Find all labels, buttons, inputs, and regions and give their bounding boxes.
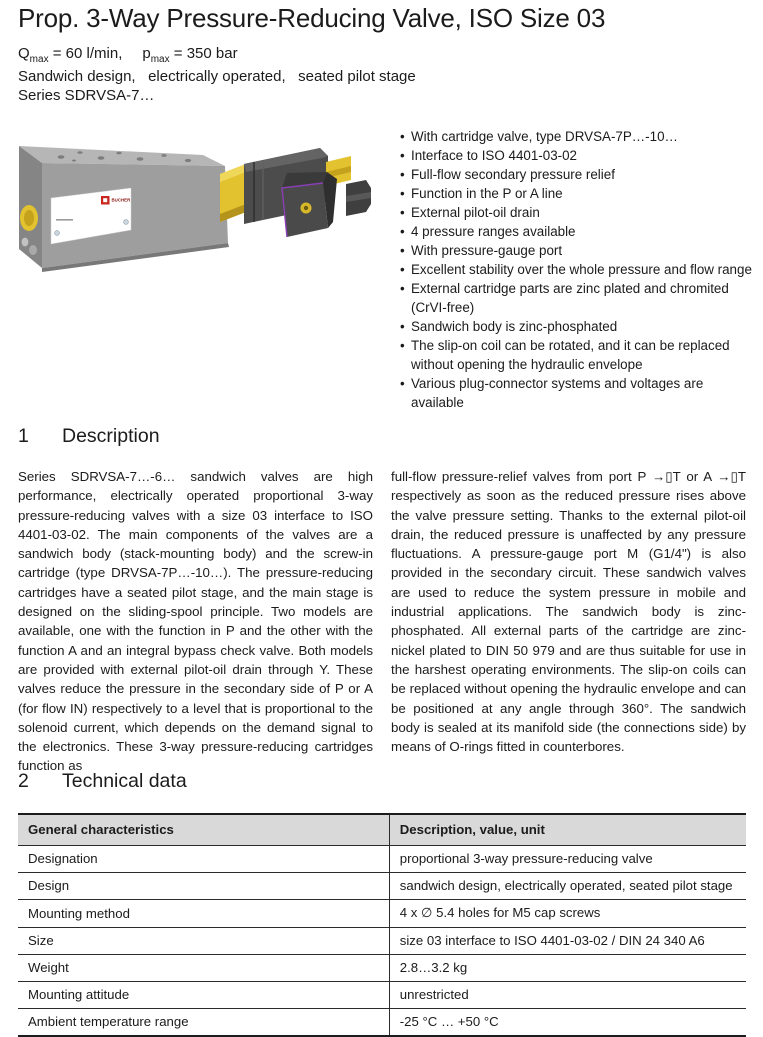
section-title: Description xyxy=(62,425,160,447)
page-title: Prop. 3-Way Pressure-Reducing Valve, ISO Size 03 xyxy=(18,3,606,33)
bucher-logo-text: BUCHER xyxy=(111,197,131,203)
table-row xyxy=(18,1009,746,1037)
feature-item: • Various plug-connector systems and voltages are available xyxy=(400,374,752,412)
section-heading-technical-data xyxy=(18,770,187,793)
table-row xyxy=(18,928,746,955)
qmax-subscript: max xyxy=(29,54,49,65)
table-cell-characteristic: Design xyxy=(18,873,389,900)
table-cell-value: sandwich design, electrically operated, seated pilot stage xyxy=(389,873,746,900)
description-column-right: full-flow pressure-relief valves from port P →▯T or A →▯T respectively as soon as the reduced pressure rises above the valve pressure setting. Thanks to the external pilot-oil drain, the reduced pressure is unaffected by any pressure fluctuations. A pressure-gauge port M (G1/4") is also provided in the secondary circuit. These sandwich valves are used to reduce the system pressure in mobile and industrial applications. The sandwich body is zinc-phosphated. All external parts of the cartridge are zinc-nickel plated to DIN 50 979 and are thus suitable for use in the harshest operating environments. The slip-on coils can be replaced without opening the hydraulic envelope and can be positioned at any angle through 360°. The sandwich body is sealed at its manifold side (the connections side) by means of O-rings fitted in counterbores. xyxy=(391,469,746,755)
table-cell-characteristic: Ambient temperature range xyxy=(18,1009,389,1037)
feature-item: • With pressure-gauge port xyxy=(400,241,752,260)
qmax-value: = 60 l/min, xyxy=(48,45,123,62)
feature-item: • With cartridge valve, type DRVSA-7P…-10… xyxy=(400,127,752,146)
description-column-left: Series SDRVSA-7…-6… sandwich valves are high performance, electrically operated proportional 3-way pressure-reducing valves with a size 03 interface to ISO 4401-03-02. The main components of the valves are a sandwich body (stack-mounting body) and the screw-in cartridge (type DRVSA-7P…-10…). The pressure-reducing cartridges have a seated pilot stage, and the main stage is designed on the sliding-spool principle. Two models are available, one with the function in P and the other with the function A and an integral bypass check valve. Both models are provided with external pilot-oil drain through Y. These valves reduce the pressure in the secondary side of P or A (for flow IN) respectively to a level that is proportional to the solenoid current, which depends on the demand signal to the electronics. These 3-way pressure-reducing cartridges function as xyxy=(18,469,373,774)
feature-item: • Function in the P or A line xyxy=(400,184,752,203)
table-row xyxy=(18,982,746,1009)
feature-item: • Full-flow secondary pressure relief xyxy=(400,165,752,184)
table-cell-value: size 03 interface to ISO 4401-03-02 / DIN 24 340 A6 xyxy=(389,928,746,955)
design-line: Sandwich design, electrically operated, seated pilot stage xyxy=(18,68,416,85)
section-number: 2 xyxy=(18,770,29,792)
product-image xyxy=(6,138,391,306)
label-screw-left xyxy=(55,231,60,236)
connector-screw-center xyxy=(304,206,308,210)
table-cell-value: 4 x ∅ 5.4 holes for M5 cap screws xyxy=(389,900,746,928)
table-cell-value: proportional 3-way pressure-reducing valve xyxy=(389,846,746,873)
table-row xyxy=(18,873,746,900)
feature-item: • 4 pressure ranges available xyxy=(400,222,752,241)
table-cell-value: unrestricted xyxy=(389,982,746,1009)
document-header xyxy=(18,3,745,105)
feature-item: • External pilot-oil drain xyxy=(400,203,752,222)
pmax-subscript: max xyxy=(150,54,170,65)
table-cell-characteristic: Weight xyxy=(18,955,389,982)
table-row xyxy=(18,846,746,873)
table-cell-value: 2.8…3.2 kg xyxy=(389,955,746,982)
feature-item: • Excellent stability over the whole pressure and flow range xyxy=(400,260,752,279)
table-header-description: Description, value, unit xyxy=(389,814,746,846)
section-heading-description xyxy=(18,425,160,448)
section-title: Technical data xyxy=(62,770,187,792)
table-header-row xyxy=(18,814,746,846)
feature-item: • External cartridge parts are zinc plated and chromited (CrVI-free) xyxy=(400,279,752,317)
yellow-port-plug-inner xyxy=(24,210,34,226)
valve-3d-render xyxy=(6,138,391,306)
label-small-text xyxy=(56,219,73,221)
qmax-symbol: Q xyxy=(18,45,30,62)
end-face-port-2 xyxy=(29,245,37,255)
pmax-value: = 350 bar xyxy=(169,45,238,62)
table-header-characteristics: General characteristics xyxy=(18,814,389,846)
table-row xyxy=(18,900,746,928)
series-line: Series SDRVSA-7… xyxy=(18,87,155,104)
table-cell-characteristic: Mounting method xyxy=(18,900,389,928)
pmax-symbol: p xyxy=(142,45,151,62)
table-cell-characteristic: Size xyxy=(18,928,389,955)
table-cell-value: -25 °C … +50 °C xyxy=(389,1009,746,1037)
bucher-logo-icon-inner xyxy=(103,198,107,202)
feature-item: • Sandwich body is zinc-phosphated xyxy=(400,317,752,336)
end-face-port-1 xyxy=(22,238,29,247)
valve-top-face xyxy=(19,146,225,166)
feature-list xyxy=(400,127,752,412)
label-screw-right xyxy=(124,220,129,225)
table-row xyxy=(18,955,746,982)
section-number: 1 xyxy=(18,425,29,447)
table-cell-characteristic: Mounting attitude xyxy=(18,982,389,1009)
feature-item: • The slip-on coil can be rotated, and it can be replaced without opening the hydraulic envelope xyxy=(400,336,752,374)
feature-item: • Interface to ISO 4401-03-02 xyxy=(400,146,752,165)
technical-data-table xyxy=(18,813,746,1037)
table-cell-characteristic: Designation xyxy=(18,846,389,873)
spec-line xyxy=(18,45,745,65)
